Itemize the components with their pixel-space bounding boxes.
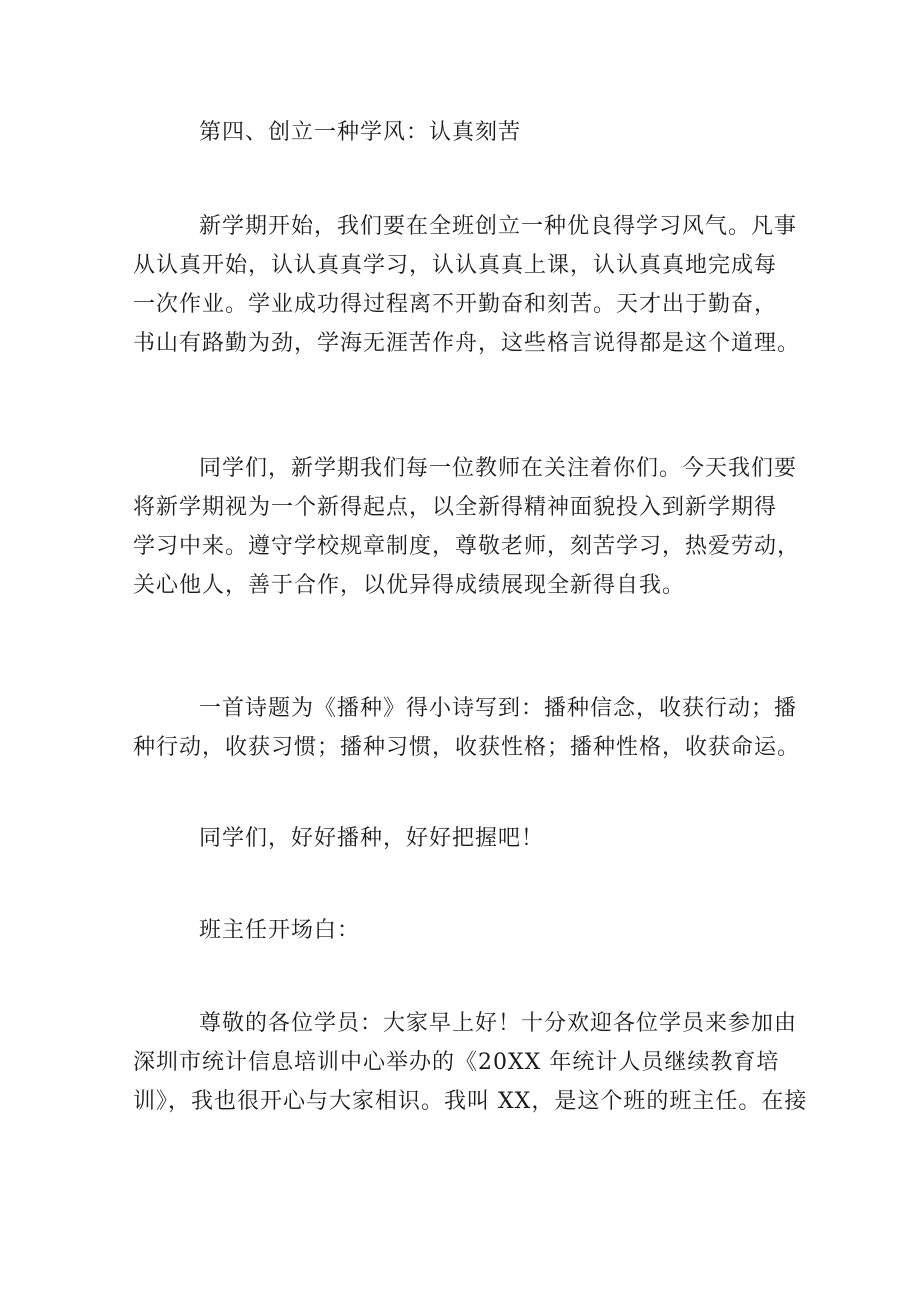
paragraph-line: 一首诗题为《播种》得小诗写到：播种信念，收获行动；播 [199,696,798,721]
paragraph-line: 将新学期视为一个新得起点，以全新得精神面貌投入到新学期得 [133,495,778,520]
paragraph-line: 关心他人，善于合作，以优异得成绩展现全新得自我。 [133,573,686,598]
paragraph-line: 种行动，收获习惯；播种习惯，收获性格；播种性格，收获命运。 [133,735,801,760]
paragraph-study-style [133,207,801,363]
paragraph-line: 训》，我也很开心与大家相识。我叫 XX，是这个班的班主任。在接 [133,1089,808,1114]
paragraph-line: 深圳市统计信息培训中心举办的《20XX 年统计人员继续教育培 [133,1050,780,1075]
heading-text: 第四、创立一种学风：认真刻苦 [199,120,522,145]
paragraph-opening-title [133,911,793,950]
paragraph-closing [133,819,793,858]
paragraph-line: 同学们，好好播种，好好把握吧！ [199,826,545,851]
section-heading [133,113,793,152]
paragraph-line: 书山有路勤为劲，学海无涯苦作舟，这些格言说得都是这个道理。 [133,331,801,356]
paragraph-teachers [133,449,801,605]
paragraph-line: 学习中来。遵守学校规章制度，尊敬老师，刻苦学习，热爱劳动， [133,534,801,559]
paragraph-line: 一次作业。学业成功得过程离不开勤奋和刻苦。天才出于勤奋， [133,292,778,317]
paragraph-welcome [133,1004,808,1121]
paragraph-line: 尊敬的各位学员：大家早上好！十分欢迎各位学员来参加由 [199,1011,798,1036]
paragraph-poem [133,689,801,767]
paragraph-line: 新学期开始，我们要在全班创立一种优良得学习风气。凡事 [199,214,798,239]
paragraph-line: 班主任开场白： [199,918,361,943]
paragraph-line: 同学们，新学期我们每一位教师在关注着你们。今天我们要 [199,456,798,481]
paragraph-line: 从认真开始，认认真真学习，认认真真上课，认认真真地完成每 [133,253,778,278]
